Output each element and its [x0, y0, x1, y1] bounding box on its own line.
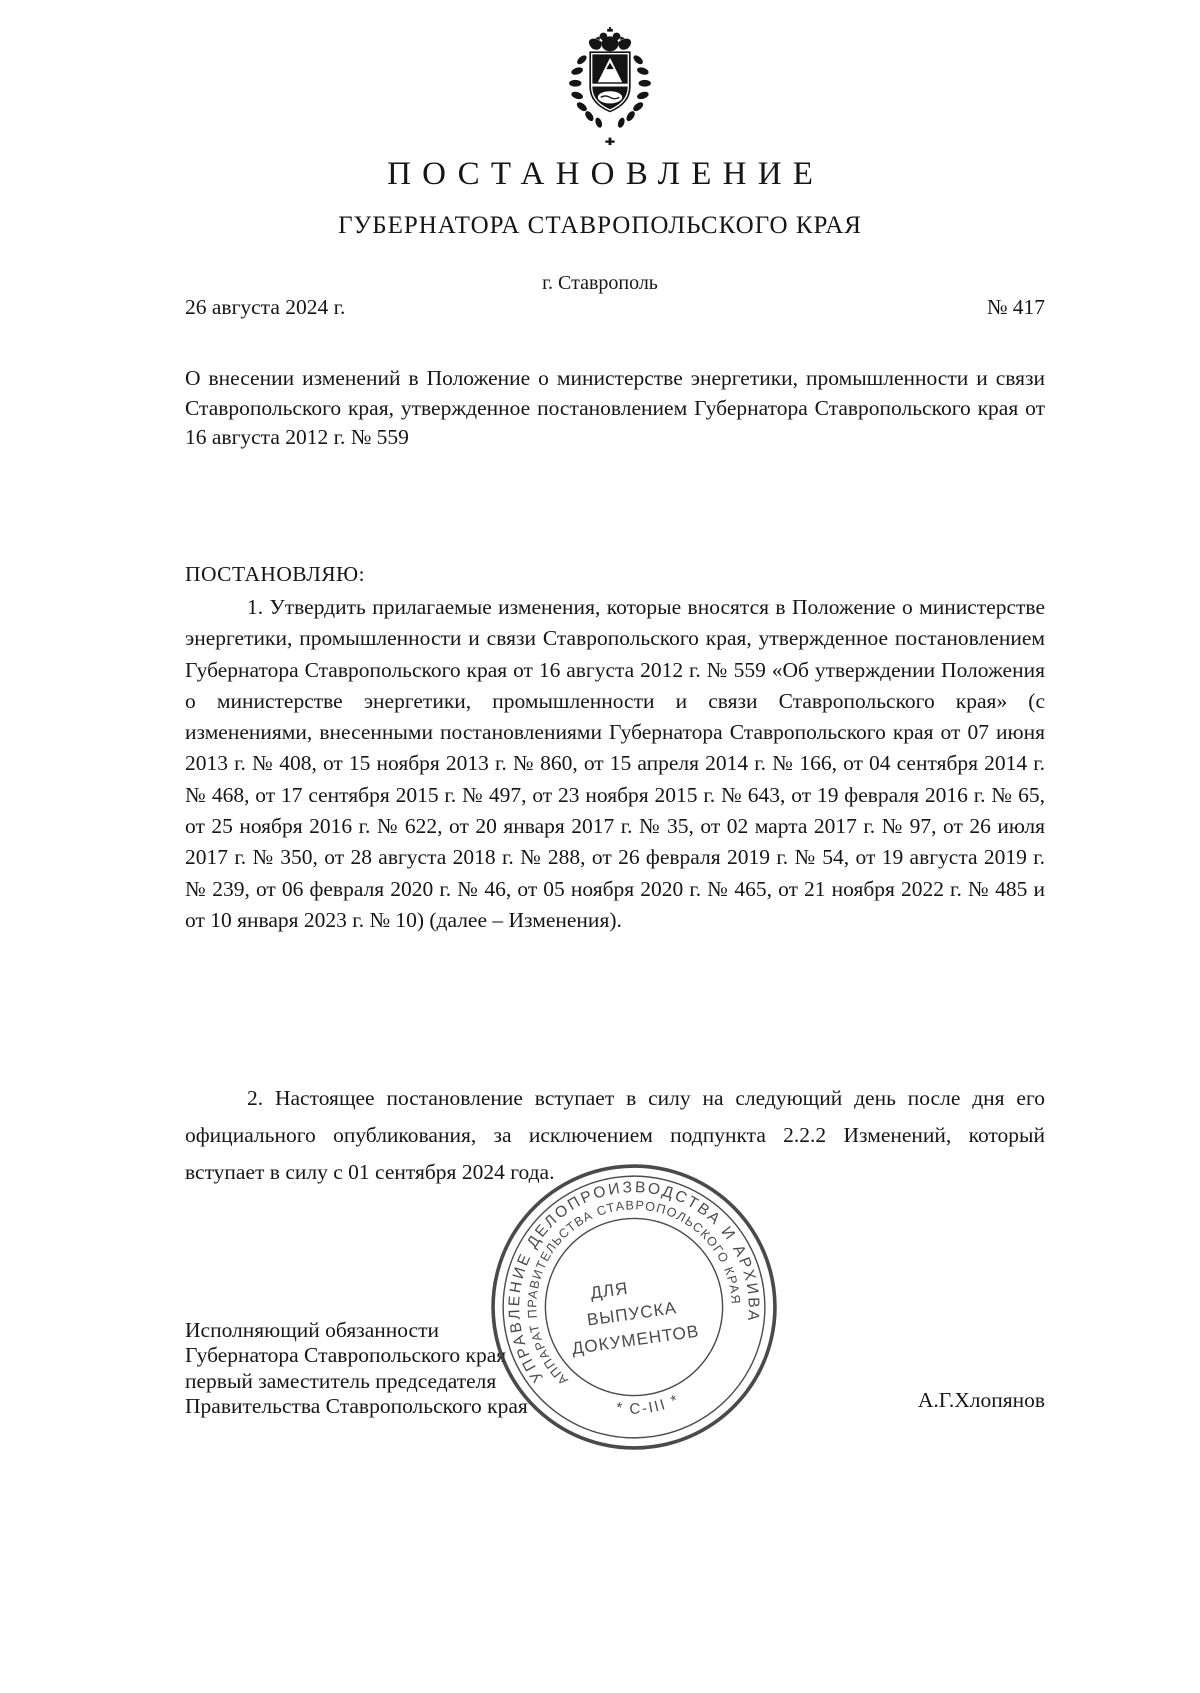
- resolution-word: ПОСТАНОВЛЯЮ:: [185, 562, 365, 586]
- signature-position-line: первый заместитель председателя: [185, 1368, 497, 1393]
- document-subtitle: ГУБЕРНАТОРА СТАВРОПОЛЬСКОГО КРАЯ: [338, 212, 862, 239]
- stamp-bottom-code: * С-III *: [614, 1391, 683, 1418]
- signatory-name: А.Г.Хлопянов: [917, 1388, 1045, 1412]
- official-round-stamp: [463, 1136, 804, 1477]
- signature-position-line: Исполняющий обязанности: [185, 1318, 439, 1342]
- document-title: ПОСТАНОВЛЕНИЕ: [387, 156, 825, 192]
- signature-position-line: Правительства Ставропольского края: [185, 1393, 528, 1418]
- stamp-center-line: ДОКУМЕНТОВ: [570, 1321, 701, 1359]
- stamp-center-line: ВЫПУСКА: [585, 1298, 679, 1330]
- stavropol-coat-of-arms-icon: [550, 26, 670, 148]
- stamp-outer-ring-text: УПРАВЛЕНИЕ ДЕЛОПРОИЗВОДСТВА И АРХИВА: [506, 1179, 762, 1386]
- signature-position-line: Губернатора Ставропольского края: [185, 1343, 507, 1368]
- body-paragraph-1: 1. Утвердить прилагаемые изменения, которые вносятся в Положение о министерстве энергетики, промышленности и связи Ставропольского края, утвержденное постановлением Губернатора Ставропольского края от 16 августа 2012 г. № 559 «Об утверждении Положения о министерстве энергетики, промышленности и связи Ставропольского края» (с изменениями, внесенными постановлениями Губернатора Ставропольского края от 07 июня 2013 г. № 408, от 15 ноября 2013 г. № 860, от 15 апреля 2014 г. № 166, от 04 сентября 2014 г. № 468, от 17 сентября 2015 г. № 497, от 23 ноября 2015 г. № 643, от 19 февраля 2016 г. № 65, от 25 ноября 2016 г. № 622, от 20 января 2017 г. № 35, от 02 марта 2017 г. № 97, от 26 июля 2017 г. № 350, от 28 августа 2018 г. № 288, от 26 февраля 2019 г. № 54, от 19 августа 2019 г. № 239, от 06 февраля 2020 г. № 46, от 05 ноября 2020 г. № 465, от 21 ноября 2022 г. № 485 и от 10 января 2023 г. № 10) (далее – Изменения).: [185, 595, 1045, 932]
- issue-city: г. Ставрополь: [542, 272, 658, 294]
- dateline: [185, 295, 1045, 320]
- stamp-center-line: ДЛЯ: [589, 1278, 630, 1303]
- issue-date: 26 августа 2024 г.: [185, 295, 346, 319]
- body-paragraph-2: 2. Настоящее постановление вступает в силу на следующий день после дня его официального опубликования, за исключением подпункта 2.2.2 Изменений, который вступает в силу с 01 сентября 2024 года.: [185, 1086, 1045, 1184]
- subject-paragraph: О внесении изменений в Положение о министерстве энергетики, промышленности и связи Ставропольского края, утвержденное постановлением Губернатора Ставропольского края от 16 августа 2012 г. № 559: [185, 366, 1045, 449]
- stamp-inner-ring-text: АППАРАТ ПРАВИТЕЛЬСТВА СТАВРОПОЛЬСКОГО КРАЯ: [525, 1198, 743, 1388]
- document-number: № 417: [986, 295, 1045, 319]
